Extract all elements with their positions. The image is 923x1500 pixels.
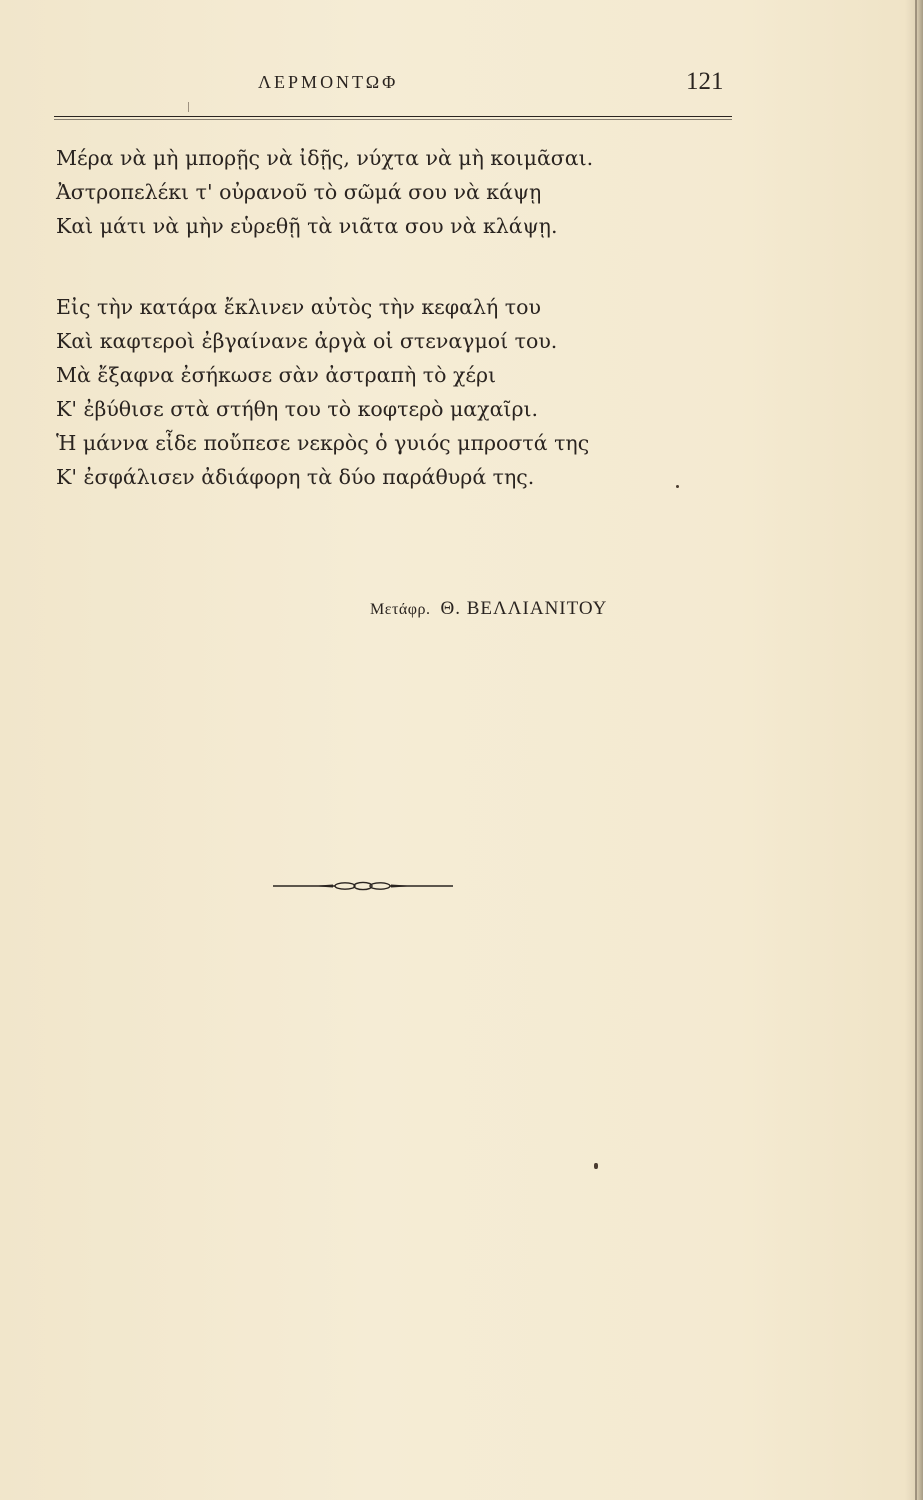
verse-line: Εἰς τὴν κατάρα ἔκλινεν αὐτὸς τὴν κεφαλή του: [56, 295, 541, 319]
translator-signature: [370, 598, 607, 620]
verse-line: Κ' ἐβύθισε στὰ στήθη του τὸ κοφτερὸ μαχαῖρι.: [56, 397, 539, 421]
verse-line: Μὰ ἔξαφνα ἐσήκωσε σὰν ἀστραπὴ τὸ χέρι: [56, 363, 497, 387]
header-rule-shadow: [54, 119, 732, 120]
translator-name: Θ. ΒΕΛΛΙΑΝΙΤΟΥ: [440, 598, 608, 619]
verse-line: Μέρα νὰ μὴ μπορῇς νὰ ἰδῇς, νύχτα νὰ μὴ κοιμᾶσαι.: [56, 146, 594, 170]
page-edge-shadow: [905, 0, 923, 1500]
running-head: ΛΕΡΜΟΝΤΩΦ: [258, 72, 399, 92]
page-number: 121: [686, 68, 724, 95]
verse-line: Κ' ἐσφάλισεν ἀδιάφορη τὰ δύο παράθυρά της.: [56, 465, 535, 489]
verse-line: Καὶ καφτεροὶ ἐβγαίνανε ἀργὰ οἱ στεναγμοί του.: [56, 329, 558, 353]
stanza-1: [56, 141, 696, 243]
paper-speck: [188, 102, 189, 112]
translation-abbreviation: Μετάφρ.: [370, 601, 431, 618]
header-rule: [54, 116, 732, 117]
paper-speck: [676, 485, 679, 488]
page-edge-line: [915, 0, 917, 1500]
tailpiece-ornament-icon: [273, 878, 453, 894]
paper-speck: [594, 1163, 598, 1169]
stanza-2: [56, 290, 696, 494]
verse-line: Ἀστροπελέκι τ' οὐρανοῦ τὸ σῶμά σου νὰ κάψῃ: [56, 180, 542, 204]
verse-line: Καὶ μάτι νὰ μὴν εὑρεθῇ τὰ νιᾶτα σου νὰ κλάψῃ.: [56, 214, 558, 238]
verse-line: Ἡ μάννα εἶδε ποὔπεσε νεκρὸς ὁ γυιός μπροστά της: [56, 431, 590, 455]
